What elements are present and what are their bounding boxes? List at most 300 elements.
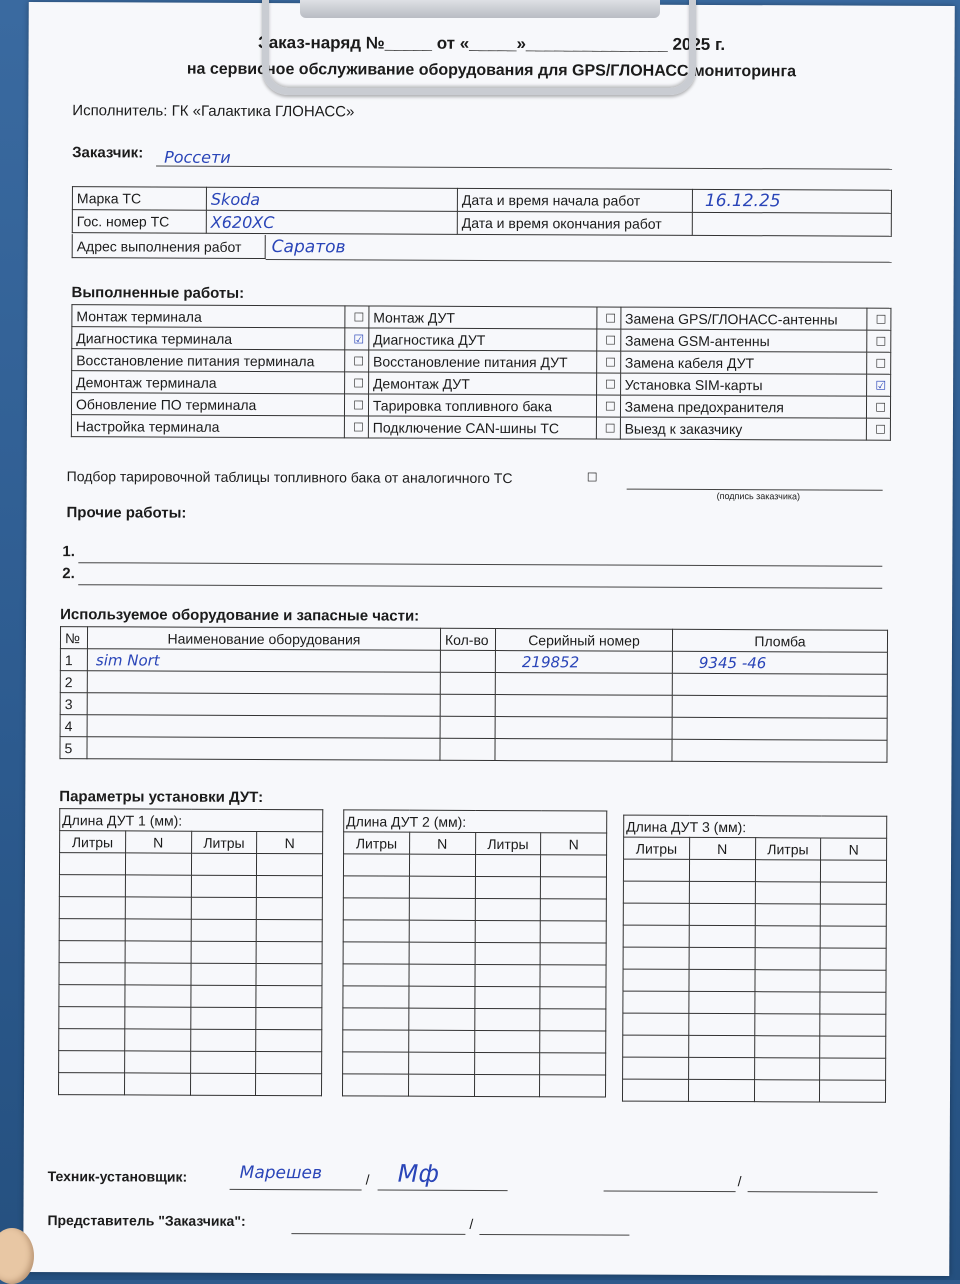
technician-name-line — [230, 1163, 362, 1191]
dut-cell[interactable] — [540, 1031, 606, 1053]
dut-cell[interactable] — [59, 1073, 125, 1095]
row-number[interactable] — [60, 693, 87, 715]
brand-handwriting: Skoda — [211, 189, 260, 208]
dut-cell[interactable] — [256, 1073, 322, 1095]
work-item-checkbox[interactable]: ☐ — [867, 352, 891, 374]
dut-cell[interactable] — [821, 904, 887, 926]
dut-column-header: Литры — [191, 831, 257, 853]
work-item-checkbox[interactable]: ☐ — [867, 396, 891, 418]
dut-cell[interactable] — [820, 926, 886, 948]
clip-wire — [262, 0, 696, 95]
work-item-checkbox[interactable]: ☐ — [597, 417, 621, 439]
work-item-label: Восстановление питания терминала — [72, 349, 345, 372]
dut-cell[interactable] — [191, 853, 257, 875]
dut-cell[interactable] — [754, 1080, 820, 1102]
executor-label: Исполнитель: — [72, 102, 167, 119]
customer-line — [156, 148, 892, 170]
table-row — [343, 942, 606, 965]
dut-cell[interactable] — [257, 897, 323, 919]
dut-cell[interactable] — [343, 920, 409, 942]
seal-number[interactable] — [672, 673, 887, 696]
dut-column-header: N — [257, 831, 323, 853]
dut-cell[interactable] — [191, 941, 257, 963]
dut-cell[interactable] — [408, 1052, 474, 1074]
work-item-checkbox[interactable]: ☑ — [345, 328, 369, 350]
work-item-checkbox[interactable]: ☐ — [597, 395, 621, 417]
dut-cell[interactable] — [820, 1058, 886, 1080]
dut-cell[interactable] — [59, 1007, 125, 1029]
start-handwriting: 16.12.25 — [705, 191, 781, 211]
table-row — [343, 1052, 606, 1075]
dut-cell[interactable] — [821, 882, 887, 904]
seal-number[interactable] — [672, 717, 887, 740]
plate-label: Гос. номер ТС — [72, 210, 206, 234]
work-item-label: Демонтаж ДУТ — [368, 372, 596, 395]
dut-cell[interactable] — [191, 919, 257, 941]
work-item-label: Замена GSM-антенны — [620, 329, 867, 352]
row-number[interactable] — [60, 671, 87, 693]
dut-cell[interactable] — [409, 1008, 475, 1030]
customer-signature-line — [627, 475, 883, 491]
work-item-label: Настройка терминала — [71, 415, 344, 438]
dut-cell[interactable] — [408, 1030, 474, 1052]
table-row — [623, 991, 886, 1014]
table-row — [60, 737, 887, 763]
dut-cell[interactable] — [688, 1035, 754, 1057]
equipment-name[interactable] — [87, 693, 440, 717]
work-item-label: Выезд к заказчику — [620, 417, 867, 440]
dut-cell[interactable] — [820, 1036, 886, 1058]
dut-cell[interactable] — [623, 991, 689, 1013]
dut-cell[interactable] — [59, 985, 125, 1007]
technician-sign-line — [378, 1160, 508, 1192]
dut-length-label: Длина ДУТ 1 (мм): — [60, 809, 323, 832]
serial-number[interactable] — [495, 717, 672, 740]
dut-cell[interactable] — [540, 1075, 606, 1097]
work-item-checkbox[interactable]: ☐ — [597, 373, 621, 395]
col-serial: Серийный номер — [495, 629, 672, 652]
dut-cell[interactable] — [343, 854, 409, 876]
equipment-qty[interactable] — [440, 650, 495, 672]
table-row — [59, 853, 322, 876]
dut-column-header: N — [409, 832, 475, 854]
serial-number[interactable] — [495, 695, 672, 718]
dut-cell[interactable] — [623, 969, 689, 991]
slash-1: / — [366, 1171, 370, 1187]
dut-cell[interactable] — [125, 1007, 191, 1029]
dut-table-1 — [58, 808, 323, 1096]
col-number: № — [60, 627, 87, 649]
equipment-name-text: sim Nort — [96, 651, 160, 669]
dut-cell[interactable] — [59, 919, 125, 941]
dut-cell[interactable] — [125, 853, 191, 875]
dut-cell[interactable] — [820, 1014, 886, 1036]
other-work-2-number: 2. — [62, 565, 75, 582]
address-line — [266, 237, 892, 263]
col-qty: Кол-во — [440, 628, 495, 650]
work-item-label: Установка SIM-карты — [620, 373, 867, 396]
table-row — [623, 859, 886, 882]
technician-label: Техник-установщик: — [48, 1168, 188, 1185]
dut-cell[interactable] — [343, 1074, 409, 1096]
dut-cell[interactable] — [623, 1057, 689, 1079]
table-row — [623, 1035, 886, 1058]
second-name-line — [604, 1175, 736, 1193]
end-label: Дата и время окончания работ — [457, 211, 692, 235]
dut-cell[interactable] — [125, 963, 191, 985]
dut-cell[interactable] — [474, 964, 540, 986]
dut-cell[interactable] — [754, 970, 820, 992]
dut-cell[interactable] — [541, 899, 607, 921]
dut-cell[interactable] — [256, 941, 322, 963]
work-item-label: Подключение CAN-шины ТС — [368, 416, 596, 439]
dut-cell[interactable] — [343, 898, 409, 920]
work-item-label: Диагностика терминала — [72, 327, 345, 350]
dut-cell[interactable] — [475, 876, 541, 898]
col-seal: Пломба — [672, 629, 887, 652]
table-row — [59, 1051, 322, 1074]
dut-cell[interactable] — [755, 904, 821, 926]
dut-cell[interactable] — [475, 920, 541, 942]
dut-cell[interactable] — [623, 1035, 689, 1057]
row-number[interactable] — [60, 715, 87, 737]
work-item-checkbox[interactable]: ☐ — [867, 308, 891, 330]
row-number-text: 3 — [65, 696, 73, 712]
plate-value — [206, 210, 457, 234]
work-item-label: Обновление ПО терминала — [71, 393, 344, 416]
dut-cell[interactable] — [754, 1036, 820, 1058]
table-row — [623, 1057, 886, 1080]
calibration-checkbox[interactable]: ☐ — [587, 470, 598, 484]
dut-cell[interactable] — [256, 963, 322, 985]
table-row — [59, 1007, 322, 1030]
dut-cell[interactable] — [124, 1051, 190, 1073]
dut-cell[interactable] — [755, 926, 821, 948]
dut-cell[interactable] — [689, 925, 755, 947]
table-row — [59, 1073, 322, 1096]
dut-cell[interactable] — [59, 875, 125, 897]
dut-cell[interactable] — [125, 875, 191, 897]
dut-cell[interactable] — [541, 855, 607, 877]
dut-cell[interactable] — [474, 1030, 540, 1052]
signature-caption: (подпись заказчика) — [717, 491, 800, 501]
dut-cell[interactable] — [343, 986, 409, 1008]
equipment-heading: Используемое оборудование и запасные части: — [60, 606, 419, 625]
dut-cell[interactable] — [409, 854, 475, 876]
dut-cell[interactable] — [59, 853, 125, 875]
dut-cell[interactable] — [623, 947, 689, 969]
dut-cell[interactable] — [474, 1008, 540, 1030]
table-row — [623, 947, 886, 970]
dut-length-label: Длина ДУТ 3 (мм): — [624, 815, 887, 838]
work-item-checkbox[interactable]: ☐ — [345, 372, 369, 394]
work-item-checkbox[interactable]: ☐ — [867, 418, 891, 440]
vehicle-table — [72, 186, 892, 237]
dut-cell[interactable] — [689, 947, 755, 969]
dut-column-header: N — [541, 833, 607, 855]
dut-cell[interactable] — [754, 1058, 820, 1080]
dut-cell[interactable] — [257, 875, 323, 897]
seal-number[interactable] — [672, 695, 887, 718]
dut-cell[interactable] — [408, 1074, 474, 1096]
equipment-qty[interactable] — [440, 738, 495, 760]
work-item-label: Замена кабеля ДУТ — [620, 351, 867, 374]
dut-cell[interactable] — [409, 898, 475, 920]
dut-cell[interactable] — [59, 1051, 125, 1073]
work-item-checkbox[interactable]: ☐ — [345, 350, 369, 372]
executor-row — [72, 102, 354, 120]
table-row — [59, 1029, 322, 1052]
dut-cell[interactable] — [755, 882, 821, 904]
dut-cell[interactable] — [409, 964, 475, 986]
works-table — [71, 304, 892, 441]
serial-number[interactable] — [495, 673, 672, 696]
dut-column-header: N — [125, 831, 191, 853]
customer-rep-sign-line — [479, 1218, 629, 1236]
work-item-label: Восстановление питания ДУТ — [369, 350, 597, 373]
customer-value: Россети — [164, 148, 231, 167]
seal-number[interactable] — [672, 651, 887, 674]
works-row — [71, 415, 890, 441]
dut-cell[interactable] — [125, 985, 191, 1007]
row-number-text: 5 — [64, 740, 72, 756]
row-number-text: 4 — [65, 718, 73, 734]
work-item-checkbox[interactable]: ☐ — [345, 394, 369, 416]
dut-cell[interactable] — [256, 1029, 322, 1051]
dut-cell[interactable] — [540, 943, 606, 965]
work-item-checkbox[interactable]: ☐ — [345, 306, 369, 328]
dut-cell[interactable] — [256, 1007, 322, 1029]
dut-cell[interactable] — [623, 859, 689, 881]
dut-cell[interactable] — [125, 897, 191, 919]
equipment-name[interactable] — [87, 671, 440, 695]
row-number-text: 1 — [65, 652, 73, 668]
table-row — [343, 898, 606, 921]
dut-cell[interactable] — [409, 876, 475, 898]
serial-number[interactable] — [495, 739, 672, 762]
dut-column-header: Литры — [344, 832, 410, 854]
dut-cell[interactable] — [409, 920, 475, 942]
technician-signature: Мф — [398, 1160, 439, 1188]
dut-cell[interactable] — [820, 1080, 886, 1102]
calibration-text: Подбор тарировочной таблицы топливного бака от аналогичного ТС — [67, 468, 513, 486]
dut-cell[interactable] — [623, 925, 689, 947]
dut-cell[interactable] — [191, 897, 257, 919]
dut-cell[interactable] — [191, 875, 257, 897]
dut-cell[interactable] — [190, 1073, 256, 1095]
dut-cell[interactable] — [474, 986, 540, 1008]
slash-3: / — [469, 1216, 473, 1232]
dut-cell[interactable] — [474, 1074, 540, 1096]
dut-cell[interactable] — [688, 1057, 754, 1079]
start-label: Дата и время начала работ — [457, 188, 692, 212]
dut-cell[interactable] — [755, 948, 821, 970]
seal-number[interactable] — [672, 739, 887, 762]
dut-cell[interactable] — [190, 1007, 256, 1029]
dut-cell[interactable] — [754, 1014, 820, 1036]
dut-cell[interactable] — [689, 881, 755, 903]
dut-cell[interactable] — [475, 942, 541, 964]
dut-cell[interactable] — [343, 964, 409, 986]
dut-cell[interactable] — [409, 986, 475, 1008]
work-item-checkbox[interactable]: ☐ — [345, 416, 369, 438]
row-number-text: 2 — [65, 674, 73, 690]
dut-cell[interactable] — [622, 1079, 688, 1101]
other-works-heading: Прочие работы: — [67, 504, 187, 522]
table-row — [59, 963, 322, 986]
dut-cell[interactable] — [256, 1051, 322, 1073]
dut-cell[interactable] — [541, 877, 607, 899]
dut-cell[interactable] — [343, 1008, 409, 1030]
dut-cell[interactable] — [124, 1073, 190, 1095]
dut-column-header: Литры — [624, 837, 690, 859]
table-row — [623, 925, 886, 948]
dut-cell[interactable] — [343, 1052, 409, 1074]
equipment-name[interactable] — [87, 715, 440, 739]
dut-cell[interactable] — [754, 992, 820, 1014]
dut-cell[interactable] — [689, 903, 755, 925]
dut-cell[interactable] — [540, 987, 606, 1009]
work-item-label: Демонтаж терминала — [72, 371, 345, 394]
customer-rep-name-line — [291, 1217, 465, 1235]
dut-cell[interactable] — [124, 1029, 190, 1051]
dut-length-label: Длина ДУТ 2 (мм): — [344, 810, 607, 833]
dut-cell[interactable] — [343, 876, 409, 898]
table-row — [343, 1030, 606, 1053]
customer-label: Заказчик: — [72, 144, 143, 161]
table-row — [343, 986, 606, 1009]
plate-handwriting: Х620ХС — [211, 212, 275, 231]
dut-cell[interactable] — [623, 903, 689, 925]
dut-cell[interactable] — [190, 1029, 256, 1051]
work-item-label: Монтаж ДУТ — [369, 306, 597, 329]
end-value — [692, 212, 891, 236]
address-value: Саратов — [272, 237, 346, 257]
equipment-qty[interactable] — [440, 672, 495, 694]
start-value — [692, 189, 891, 213]
dut-table-2 — [342, 809, 607, 1097]
equipment-name[interactable] — [87, 649, 440, 673]
table-row — [59, 941, 322, 964]
dut-cell[interactable] — [623, 881, 689, 903]
dut-cell[interactable] — [820, 992, 886, 1014]
dut-cell[interactable] — [257, 853, 323, 875]
dut-cell[interactable] — [125, 941, 191, 963]
dut-column-header: Литры — [60, 831, 126, 853]
dut-column-header: N — [821, 838, 887, 860]
work-order-sheet — [23, 2, 955, 1276]
dut-cell[interactable] — [190, 963, 256, 985]
dut-cell[interactable] — [540, 965, 606, 987]
dut-cell[interactable] — [755, 860, 821, 882]
dut-cell[interactable] — [409, 942, 475, 964]
dut-cell[interactable] — [475, 854, 541, 876]
dut-cell[interactable] — [540, 1009, 606, 1031]
dut-table-3 — [622, 815, 887, 1103]
work-item-label: Замена предохранителя — [620, 395, 867, 418]
serial-number[interactable] — [495, 651, 672, 674]
table-row — [623, 881, 886, 904]
dut-cell[interactable] — [190, 1051, 256, 1073]
address-label: Адрес выполнения работ — [72, 234, 266, 259]
row-number[interactable] — [60, 649, 87, 671]
slash-2: / — [738, 1173, 742, 1189]
dut-cell[interactable] — [688, 1079, 754, 1101]
other-work-1-line[interactable] — [78, 546, 882, 567]
table-row — [343, 876, 606, 899]
dut-cell[interactable] — [689, 991, 755, 1013]
table-row — [59, 919, 322, 942]
dut-cell[interactable] — [59, 963, 125, 985]
works-heading: Выполненные работы: — [71, 284, 244, 302]
table-row — [343, 1074, 606, 1097]
table-row — [343, 854, 606, 877]
dut-cell[interactable] — [256, 919, 322, 941]
work-item-checkbox[interactable]: ☐ — [597, 307, 621, 329]
brand-label: Марка ТС — [72, 187, 206, 211]
dut-cell[interactable] — [59, 897, 125, 919]
dut-cell[interactable] — [190, 985, 256, 1007]
work-item-checkbox[interactable]: ☑ — [867, 374, 891, 396]
dut-cell[interactable] — [540, 921, 606, 943]
dut-cell[interactable] — [343, 1030, 409, 1052]
work-item-checkbox[interactable]: ☐ — [867, 330, 891, 352]
dut-cell[interactable] — [59, 1029, 125, 1051]
second-sign-line — [748, 1175, 878, 1193]
dut-cell[interactable] — [689, 859, 755, 881]
table-row — [59, 897, 322, 920]
dut-column-header: Литры — [755, 838, 821, 860]
dut-cell[interactable] — [59, 941, 125, 963]
dut-cell[interactable] — [821, 860, 887, 882]
dut-cell[interactable] — [820, 970, 886, 992]
equipment-table — [59, 626, 888, 763]
equipment-qty[interactable] — [440, 716, 495, 738]
table-row — [623, 1013, 886, 1036]
brand-value — [206, 187, 457, 211]
executor-value: ГК «Галактика ГЛОНАСС» — [172, 103, 355, 121]
dut-cell[interactable] — [689, 1013, 755, 1035]
dut-column-header: N — [689, 837, 755, 859]
dut-cell[interactable] — [689, 969, 755, 991]
dut-cell[interactable] — [623, 1013, 689, 1035]
work-item-checkbox[interactable]: ☐ — [597, 351, 621, 373]
serial-number-text: 219852 — [522, 653, 579, 671]
dut-cell[interactable] — [474, 1052, 540, 1074]
work-item-checkbox[interactable]: ☐ — [597, 329, 621, 351]
dut-cell[interactable] — [256, 985, 322, 1007]
equipment-name[interactable] — [87, 737, 440, 761]
dut-cell[interactable] — [820, 948, 886, 970]
other-work-1-number: 1. — [62, 543, 75, 560]
work-item-label: Монтаж терминала — [72, 305, 345, 328]
table-row — [59, 875, 322, 898]
dut-cell[interactable] — [540, 1053, 606, 1075]
table-row — [623, 903, 886, 926]
row-number[interactable] — [60, 737, 87, 759]
dut-heading: Параметры установки ДУТ: — [59, 788, 263, 806]
equipment-qty[interactable] — [440, 694, 495, 716]
dut-cell[interactable] — [343, 942, 409, 964]
document-title: Заказ-наряд №_____ от «_____»_______________ 2025 г. — [29, 32, 955, 56]
table-row — [343, 964, 606, 987]
work-item-label: Диагностика ДУТ — [369, 328, 597, 351]
table-row — [622, 1079, 885, 1102]
dut-cell[interactable] — [475, 898, 541, 920]
other-work-2-line[interactable] — [78, 568, 882, 589]
dut-cell[interactable] — [125, 919, 191, 941]
technician-name: Марешев — [240, 1163, 322, 1183]
